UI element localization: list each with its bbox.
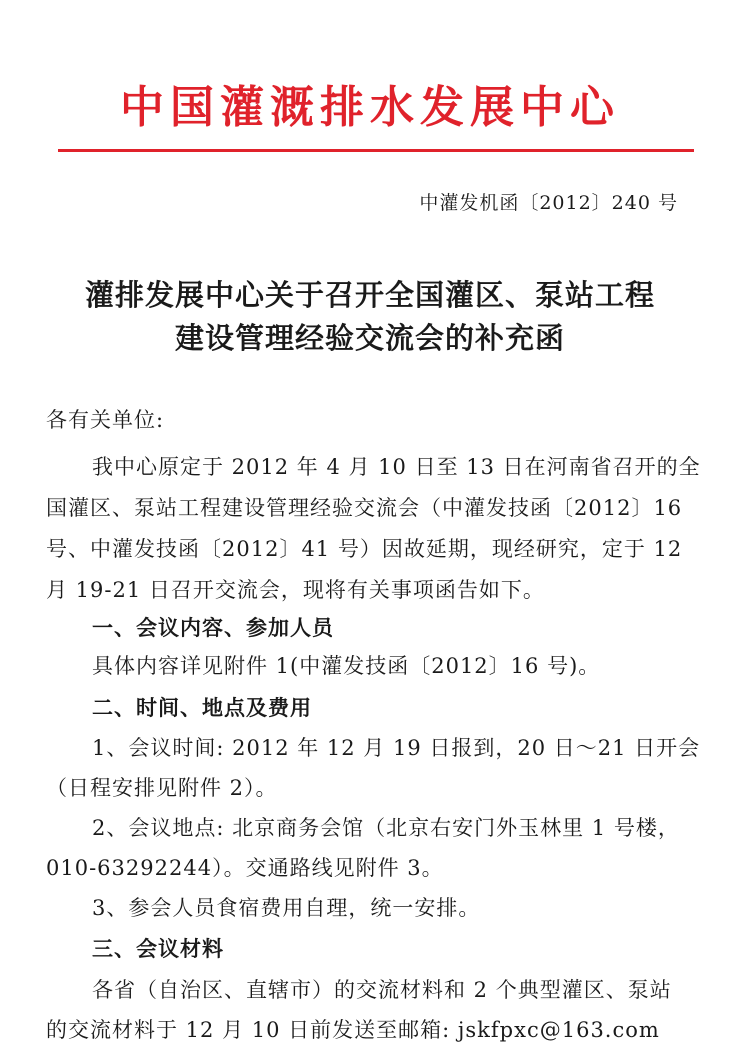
section-heading-3: 三、会议材料 [92, 937, 224, 961]
intro-line: 号、中灌发技函〔2012〕41 号）因故延期，现经研究，定于 12 [46, 537, 683, 561]
section-3-line: 的交流材料于 12 月 10 日前发送至邮箱: jskfpxc@163.com [46, 1018, 660, 1042]
letterhead-red-rule [58, 149, 694, 152]
section-2-line: （日程安排见附件 2）。 [46, 776, 278, 800]
section-3-line: 各省（自治区、直辖市）的交流材料和 2 个典型灌区、泵站 [92, 978, 672, 1002]
section-2-line: 1、会议时间: 2012 年 12 月 19 日报到，20 日～21 日开会 [92, 736, 701, 760]
intro-line: 我中心原定于 2012 年 4 月 10 日至 13 日在河南省召开的全 [92, 455, 701, 479]
intro-line: 国灌区、泵站工程建设管理经验交流会（中灌发技函〔2012〕16 [46, 496, 683, 520]
section-2-line: 3、参会人员食宿费用自理，统一安排。 [92, 896, 481, 920]
document-title-line-2: 建设管理经验交流会的补充函 [174, 321, 565, 355]
intro-paragraph [46, 447, 701, 611]
section-heading-2: 二、时间、地点及费用 [92, 696, 312, 720]
section-2-line: 2、会议地点: 北京商务会馆（北京右安门外玉林里 1 号楼， [92, 816, 680, 840]
letterhead-org-name: 中国灌溉排水发展中心 [120, 82, 620, 133]
salutation: 各有关单位: [46, 408, 165, 432]
section-1-line: 具体内容详见附件 1(中灌发技函〔2012〕16 号)。 [92, 654, 601, 678]
section-heading-1: 一、会议内容、参加人员 [92, 616, 334, 640]
document-title-line-1: 灌排发展中心关于召开全国灌区、泵站工程 [84, 278, 655, 312]
intro-line: 月 19-21 日召开交流会，现将有关事项函告如下。 [46, 578, 545, 602]
document-number: 中灌发机函〔2012〕240 号 [419, 192, 678, 214]
section-2-line: 010-63292244）。交通路线见附件 3。 [46, 856, 444, 880]
